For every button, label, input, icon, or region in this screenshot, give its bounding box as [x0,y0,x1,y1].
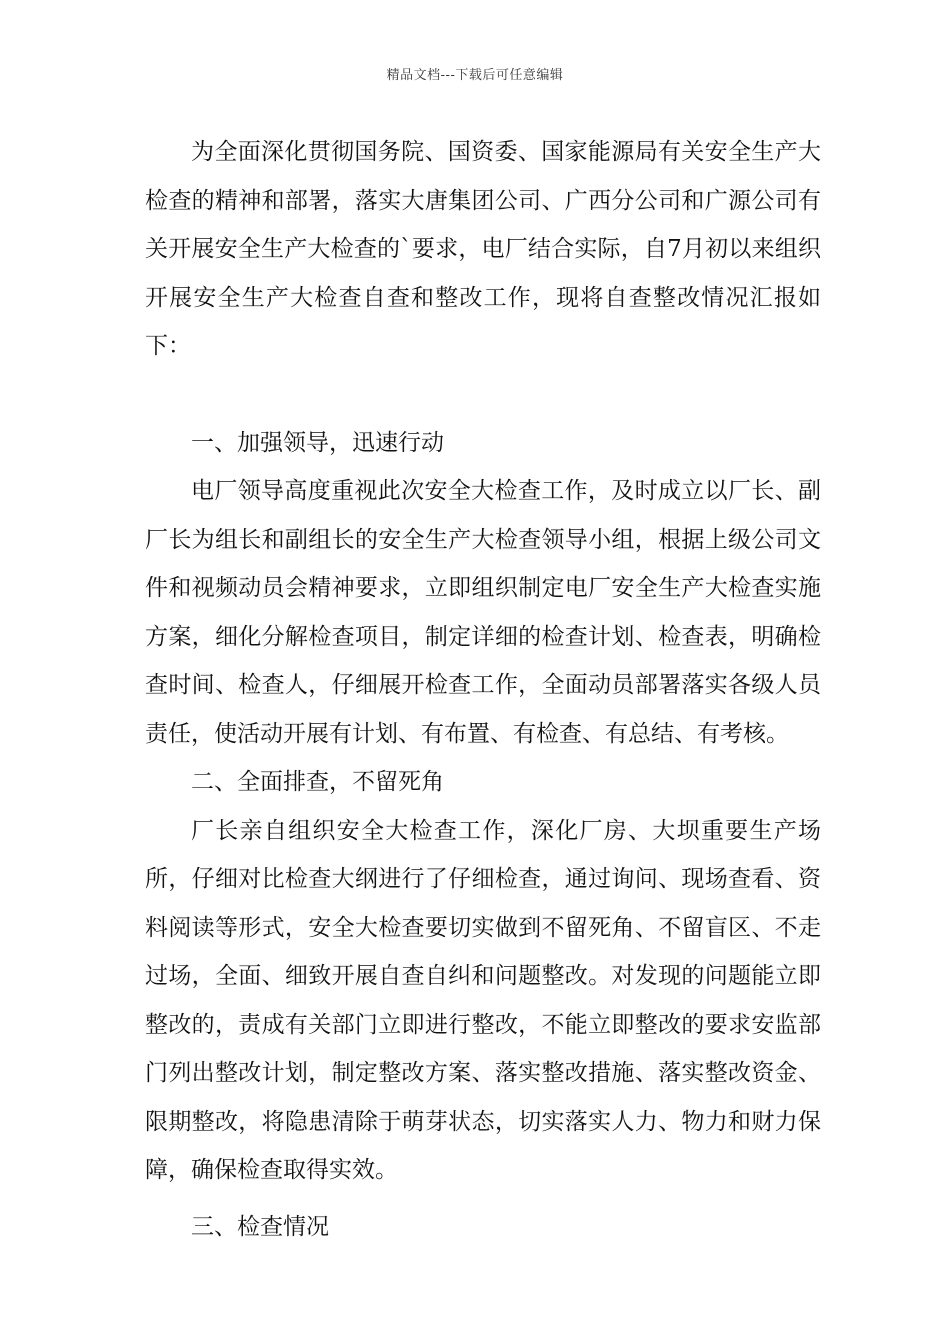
section-3-heading: 三、检查情况 [191,1213,329,1240]
section-2-heading: 二、全面排查，不留死角 [191,769,444,795]
intro-paragraph: 为全面深化贯彻国务院、国资委、国家能源局有关安全生产大检查的精神和部署，落实大唐集团公司、广西分公司和广源公司有关开展安全生产大检查的`要求，电厂结合实际，自7月初以来组织开展安全生产大检查自查和整改工作，现将自查整改情况汇报如下： [145,139,821,359]
page-header-note: 精品文档---下载后可任意编辑 [386,68,564,83]
document-body [145,128,821,1251]
section-1-heading: 一、加强领导，迅速行动 [191,429,444,456]
section-1-body: 电厂领导高度重视此次安全大检查工作，及时成立以厂长、副厂长为组长和副组长的安全生产大检查领导小组，根据上级公司文件和视频动员会精神要求，立即组织制定电厂安全生产大检查实施方案，细化分解检查项目，制定详细的检查计划、检查表，明确检查时间、检查人，仔细展开检查工作，全面动员部署落实各级人员责任，使活动开展有计划、有布置、有检查、有总结、有考核。 [145,478,821,747]
section-2-body: 厂长亲自组织安全大检查工作，深化厂房、大坝重要生产场所，仔细对比检查大纲进行了仔细检查，通过询问、现场查看、资料阅读等形式，安全大检查要切实做到不留死角、不留盲区、不走过场，全面、细致开展自查自纠和问题整改。对发现的问题能立即整改的，责成有关部门立即进行整改，不能立即整改的要求安监部门列出整改计划，制定整改方案、落实整改措施、落实整改资金、限期整改，将隐患清除于萌芽状态，切实落实人力、物力和财力保障，确保检查取得实效。 [145,817,821,1183]
